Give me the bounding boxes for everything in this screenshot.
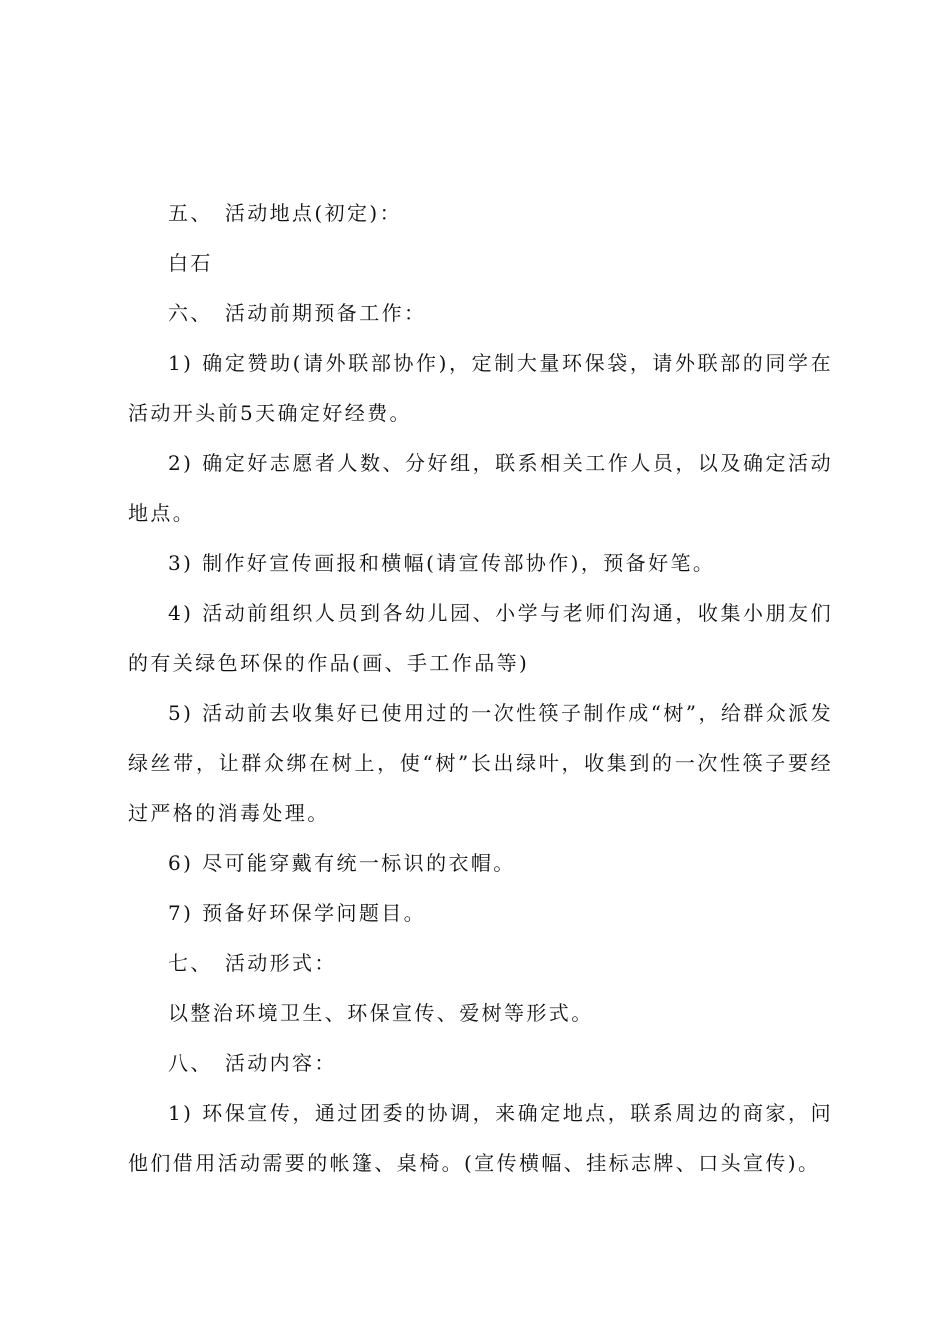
section-title: 活动前期预备工作： [224,301,427,325]
section-heading-preparation [128,288,833,338]
section-number: 六、 [168,301,213,325]
section-heading-content [128,1038,833,1088]
paragraph: 以整治环境卫生、环保宣传、爱树等形式。 [168,1001,594,1025]
section-title: 活动形式： [224,951,337,975]
section-number: 七、 [168,951,213,975]
list-item-paragraph: 3) 制作好宣传画报和横幅(请宣传部协作)，预备好笔。 [168,551,716,575]
section-number: 五、 [168,201,213,225]
paragraph: 白石 [168,251,213,275]
section-heading-format [128,938,833,988]
list-item-paragraph: 2) 确定好志愿者人数、分好组，联系相关工作人员，以及确定活动地点。 [128,451,833,525]
list-item-paragraph: 7) 预备好环保学问题目。 [168,901,427,925]
document-page [128,188,833,1188]
section-title: 活动地点(初定)： [224,201,403,225]
list-item-paragraph: 5) 活动前去收集好已使用过的一次性筷子制作成“树”，给群众派发绿丝带，让群众绑在树上，使“树”长出绿叶，收集到的一次性筷子要经过严格的消毒处理。 [128,701,833,825]
section-heading-location [128,188,833,238]
section-title: 活动内容： [224,1051,337,1075]
list-item-paragraph: 1) 确定赞助(请外联部协作)，定制大量环保袋，请外联部的同学在活动开头前5天确定好经费。 [128,351,833,425]
section-number: 八、 [168,1051,213,1075]
list-item-paragraph: 6) 尽可能穿戴有统一标识的衣帽。 [168,851,516,875]
list-item-paragraph: 4) 活动前组织人员到各幼儿园、小学与老师们沟通，收集小朋友们的有关绿色环保的作品(画、手工作品等) [128,601,833,675]
list-item-paragraph: 1) 环保宣传，通过团委的协调，来确定地点，联系周边的商家，问他们借用活动需要的帐篷、桌椅。(宣传横幅、挂标志牌、口头宣传)。 [128,1101,833,1175]
